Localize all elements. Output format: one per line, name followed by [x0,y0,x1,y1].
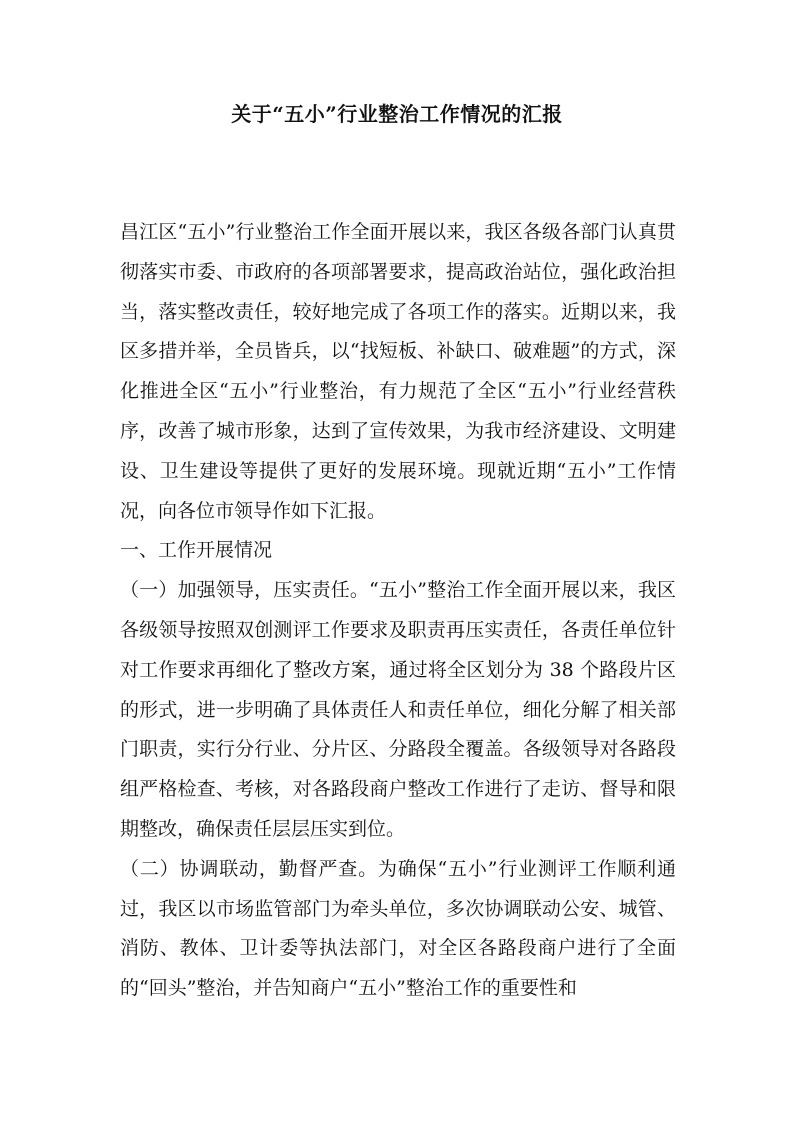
paragraph-intro: 昌江区“五小”行业整治工作全面开展以来，我区各级各部门认真贯彻落实市委、市政府的各项部署要求，提高政治站位，强化政治担当，落实整改责任，较好地完成了各项工作的落实。近期以来，我区多措并举，全员皆兵，以“找短板、补缺口、破难题”的方式，深化推进全区“五小”行业整治，有力规范了全区“五小”行业经营秩序，改善了城市形象，达到了宣传效果，为我市经济建设、文明建设、卫生建设等提供了更好的发展环境。现就近期“五小”工作情况，向各位市领导作如下汇报。 [120,221,676,522]
section-heading-work-progress: 一、工作开展情况 [120,539,273,562]
paragraph-leadership: （一）加强领导，压实责任。“五小”整治工作全面开展以来，我区各级领导按照双创测评工作要求及职责再压实责任，各责任单位针对工作要求再细化了整改方案，通过将全区划分为 38 个路段片区的形式，进一步明确了具体责任人和责任单位，细化分解了相关部门职责，实行分行业、分片区、分路段全覆盖。各级领导对各路段组严格检查、考核，对各路段商户整改工作进行了走访、督导和限期整改，确保责任层层压实到位。 [120,579,676,840]
paragraph-coordination: （二）协调联动，勤督严查。为确保“五小”行业测评工作顺利通过，我区以市场监管部门为牵头单位，多次协调联动公安、城管、消防、教体、卫计委等执法部门，对全区各路段商户进行了全面的“回头”整治，并告知商户“五小”整治工作的重要性和 [120,857,676,1000]
document-body [120,213,676,1009]
document-title: 关于“五小”行业整治工作情况的汇报 [231,102,563,126]
